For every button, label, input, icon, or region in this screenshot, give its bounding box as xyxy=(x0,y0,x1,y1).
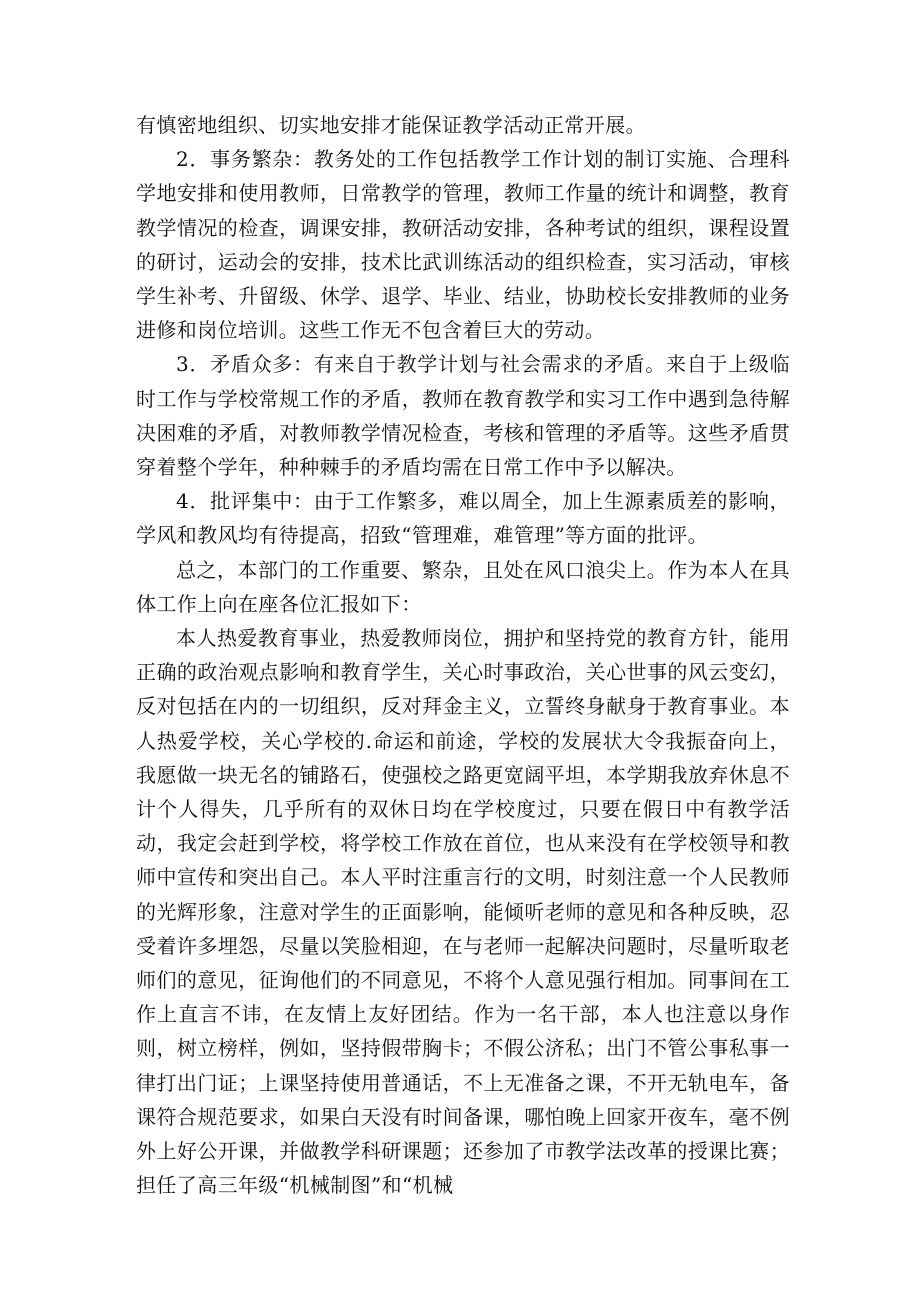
paragraph-continuation: 有慎密地组织、切实地安排才能保证教学活动正常开展。 xyxy=(136,113,646,137)
paragraph-item-3: 3．矛盾众多：有来自于教学计划与社会需求的矛盾。来自于上级临时工作与学校常规工作的矛盾，教师在教育教学和实习工作中遇到急待解决困难的矛盾，对教师教学情况检查，考核和管理的矛盾等。这些矛盾贯穿着整个学年，种种棘手的矛盾均需在日常工作中予以解决。 xyxy=(136,352,790,480)
paragraph-item-4: 4．批评集中：由于工作繁多，难以周全，加上生源素质差的影响，学风和教风均有待提高，招致“管理难，难管理”等方面的批评。 xyxy=(136,489,790,548)
paragraph-item-2: 2．事务繁杂：教务处的工作包括教学工作计划的制订实施、合理科学地安排和使用教师，日常教学的管理，教师工作量的统计和调整，教育教学情况的检查，调课安排，教研活动安排，各种考试的组织，课程设置的研讨，运动会的安排，技术比武训练活动的组织检查，实习活动，审核学生补考、升留级、休学、退学、毕业、结业，协助校长安排教师的业务进修和岗位培训。这些工作无不包含着巨大的劳动。 xyxy=(136,147,790,343)
paragraph-self-report: 本人热爱教育事业，热爱教师岗位，拥护和坚持党的教育方针，能用正确的政治观点影响和教育学生，关心时事政治，关心世事的风云变幻，反对包括在内的一切组织，反对拜金主义，立誓终身献身于教育事业。本人热爱学校，关心学校的.命运和前途，学校的发展状大令我振奋向上，我愿做一块无名的铺路石，使强校之路更宽阔平坦，本学期我放弃休息不计个人得失，几乎所有的双休日均在学校度过，只要在假日中有教学活动，我定会赶到学校，将学校工作放在首位，也从来没有在学校领导和教师中宣传和突出自己。本人平时注重言行的文明，时刻注意一个人民教师的光辉形象，注意对学生的正面影响，能倾听老师的意见和各种反映，忍受着许多埋怨，尽量以笑脸相迎，在与老师一起解决问题时，尽量听取老师们的意见，征询他们的不同意见，不将个人意见强行相加。同事间在工作上直言不讳，在友情上友好团结。作为一名干部，本人也注意以身作则，树立榜样，例如，坚持假带胸卡；不假公济私；出门不管公事私事一律打出门证；上课坚持使用普通话，不上无准备之课，不开无轨电车，备课符合规范要求，如果白天没有时间备课，哪怕晚上回家开夜车，毫不例外上好公开课，并做教学科研课题；还参加了市教学法改革的授课比赛；担任了高三年级“机械制图”和“机械 xyxy=(136,626,790,1198)
document-page xyxy=(136,108,790,1203)
paragraph-summary: 总之，本部门的工作重要、繁杂，且处在风口浪尖上。作为本人在具体工作上向在座各位汇报如下： xyxy=(136,557,790,616)
